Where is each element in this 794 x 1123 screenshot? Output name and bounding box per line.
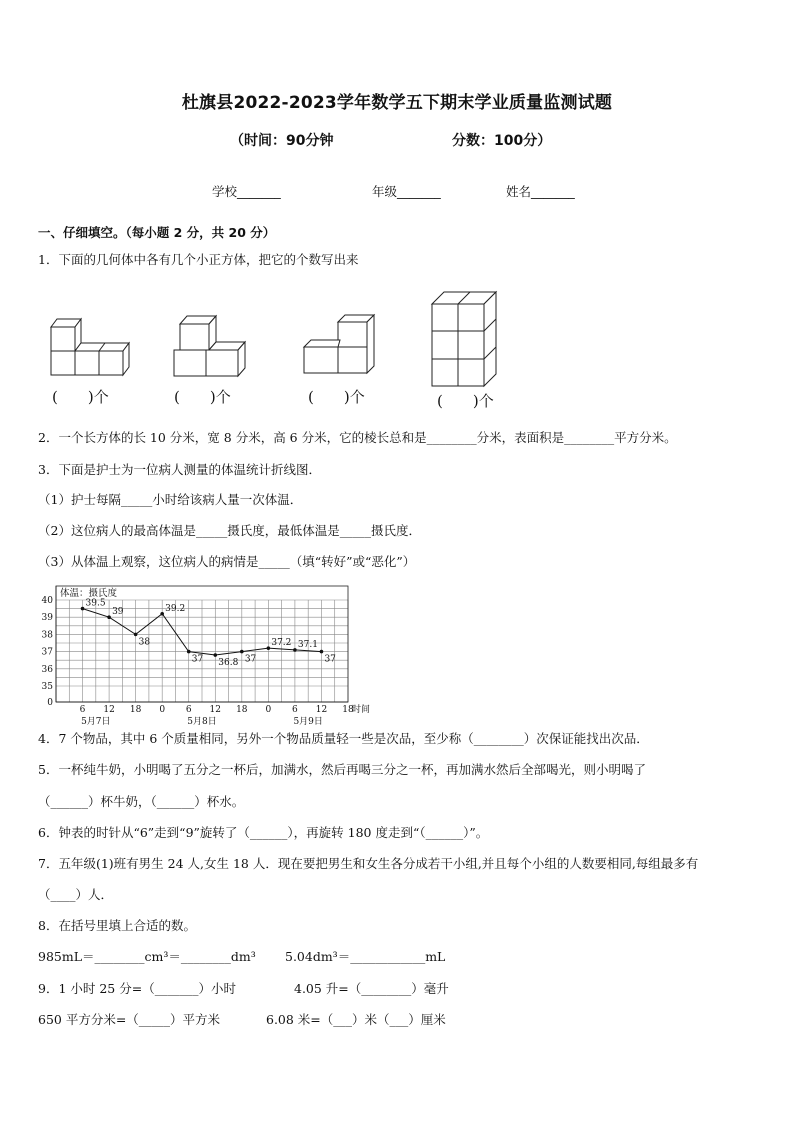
school-field: 学校_______	[212, 184, 281, 199]
data-point	[267, 646, 271, 650]
cube-figure-a	[45, 315, 140, 385]
question-8-b: 5.04dm³＝____________mL	[285, 949, 446, 964]
data-label: 37	[324, 654, 336, 665]
x-tick-label: 18	[129, 705, 142, 715]
figure-b-caption: ( )个	[174, 388, 231, 406]
figure-d-caption: ( )个	[437, 392, 494, 410]
data-point	[107, 615, 111, 619]
question-8: 8．在括号里填上合适的数。	[38, 918, 196, 933]
question-9-c: 650 平方分米=（_____）平方米	[38, 1012, 221, 1027]
figure-c-caption: ( )个	[308, 388, 365, 406]
cube-figure-d	[428, 290, 508, 390]
y-tick-label: 38	[41, 630, 53, 641]
x-tick-label: 0	[265, 705, 272, 715]
day-label: 5月7日	[81, 717, 111, 727]
x-tick-label: 12	[315, 705, 328, 715]
y-tick-label: 35	[41, 682, 53, 692]
temperature-line-chart	[36, 584, 396, 727]
data-point	[213, 653, 217, 657]
y-tick-label: 0	[47, 698, 53, 708]
x-tick-label: 6	[292, 705, 298, 715]
y-tick-label: 40	[41, 596, 53, 606]
grade-field: 年级_______	[372, 184, 441, 199]
x-tick-label: 12	[103, 705, 115, 715]
chart-title: 体温：摄氏度	[60, 588, 118, 599]
x-tick-label: 18	[236, 705, 248, 715]
question-2: 2．一个长方体的长 10 分米，宽 8 分米，高 6 分米，它的棱长总和是________分米，表面积是________平方分米。	[38, 430, 677, 445]
data-label: 39	[112, 607, 124, 618]
data-label: 37	[191, 654, 204, 665]
question-5-line-1: 5．一杯纯牛奶，小明喝了五分之一杯后，加满水，然后再喝三分之一杯，再加满水然后全部喝光，则小明喝了	[38, 762, 646, 777]
x-tick-label: 18	[342, 705, 354, 715]
question-8-a: 985mL＝________cm³＝________dm³	[38, 949, 256, 964]
data-label: 37	[244, 654, 257, 665]
x-tick-label: 12	[209, 705, 221, 715]
x-tick-label: 6	[79, 705, 86, 715]
question-3-2: （2）这位病人的最高体温是_____摄氏度，最低体温是_____摄氏度．	[38, 523, 421, 538]
data-point	[160, 612, 164, 616]
cube-figure-c	[300, 312, 380, 382]
cube-figure-b	[170, 310, 250, 385]
data-point	[293, 648, 297, 652]
data-label: 37.2	[271, 638, 292, 649]
data-point	[81, 607, 85, 611]
question-9-a: 9．1 小时 25 分=（_______）小时	[38, 981, 236, 996]
data-label: 38	[138, 637, 151, 648]
day-label: 5月9日	[293, 717, 323, 727]
exam-score: 分数：100分）	[452, 133, 552, 149]
question-3-1: （1）护士每隔_____小时给该病人量一次体温．	[38, 492, 303, 507]
name-field: 姓名_______	[506, 184, 575, 199]
question-4: 4．7 个物品，其中 6 个质量相同，另外一个物品质量轻一些是次品，至少称（________）次保证能找出次品．	[38, 731, 649, 746]
data-label: 37.1	[297, 639, 318, 650]
x-axis-label: 时间	[352, 705, 371, 715]
data-point	[240, 650, 244, 654]
data-label: 39.2	[165, 603, 186, 614]
data-point	[320, 650, 324, 654]
day-label: 5月8日	[187, 717, 217, 727]
y-tick-label: 36	[41, 664, 53, 675]
question-9-d: 6.08 米=（___）米（___）厘米	[266, 1012, 446, 1027]
exam-time: （时间：90分钟	[230, 133, 334, 149]
x-tick-label: 6	[185, 705, 192, 715]
data-point	[187, 650, 191, 654]
question-9-b: 4.05 升=（________）毫升	[294, 981, 449, 996]
question-5-line-2: （______）杯牛奶，（______）杯水。	[38, 794, 245, 809]
x-tick-label: 0	[159, 705, 166, 715]
section-heading: 一、仔细填空。（每小题 2 分，共 20 分）	[38, 225, 276, 240]
page-title: 杜旗县2022-2023学年数学五下期末学业质量监测试题	[181, 93, 613, 113]
y-tick-label: 39	[41, 613, 53, 624]
data-label: 36.8	[218, 658, 239, 669]
question-3: 3．下面是护士为一位病人测量的体温统计折线图．	[38, 462, 321, 477]
question-7-line-1: 7．五年级(1)班有男生 24 人,女生 18 人．现在要把男生和女生各分成若干小组,并且每个小组的人数要相同,每组最多有	[38, 856, 699, 871]
question-3-3: （3）从体温上观察，这位病人的病情是_____（填“转好”或“恶化”）	[38, 554, 416, 569]
figure-a-caption: ( )个	[52, 388, 109, 406]
y-tick-label: 37	[41, 647, 53, 658]
data-label: 39.5	[85, 598, 106, 609]
question-1: 1．下面的几何体中各有几个小正方体，把它的个数写出来	[38, 252, 359, 267]
question-7-line-2: （____）人．	[38, 887, 114, 902]
data-point	[134, 633, 138, 637]
question-6: 6．钟表的时针从“6”走到“9”旋转了（______），再旋转 180 度走到“（______）”。	[38, 825, 489, 840]
